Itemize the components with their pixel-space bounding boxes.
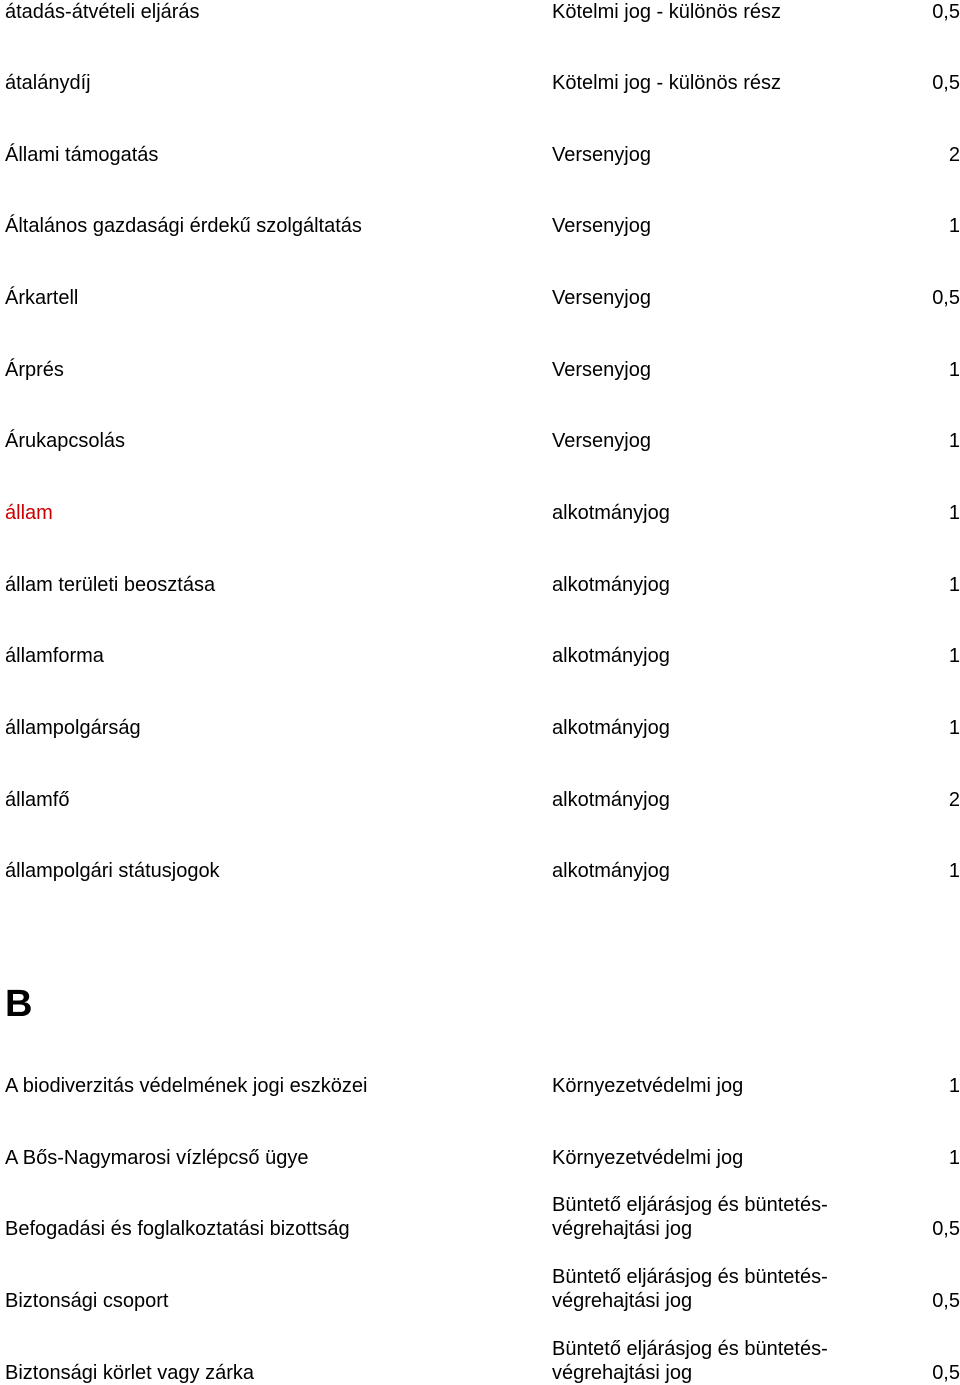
term-text: Árukapcsolás	[5, 430, 126, 452]
weight-text: 1	[948, 359, 960, 381]
weight-text: 0,5	[932, 287, 960, 309]
section-heading: B	[5, 983, 33, 1025]
weight-text: 1	[948, 1075, 960, 1097]
weight-text: 0,5	[932, 1362, 960, 1384]
area-text: Büntető eljárásjog és büntetés-végrehajtási jog	[552, 1338, 828, 1384]
term-text: átalánydíj	[5, 72, 91, 94]
table-row	[0, 1122, 960, 1170]
table-row	[0, 1265, 960, 1313]
weight-text: 1	[948, 430, 960, 452]
table-row	[0, 620, 960, 668]
term-text: államforma	[5, 645, 104, 667]
area-text: alkotmányjog	[552, 574, 670, 596]
term-text-highlighted: állam	[5, 502, 53, 524]
term-text: Biztonsági csoport	[5, 1290, 169, 1312]
weight-text: 0,5	[932, 1218, 960, 1240]
weight-text: 0,5	[932, 72, 960, 94]
area-text: Környezetvédelmi jog	[552, 1075, 744, 1097]
table-row	[0, 0, 960, 24]
term-text: A Bős-Nagymarosi vízlépcső ügye	[5, 1147, 309, 1169]
area-text: Kötelmi jog - különös rész	[552, 1, 781, 23]
weight-text: 0,5	[932, 1290, 960, 1312]
term-text: Biztonsági körlet vagy zárka	[5, 1362, 255, 1384]
term-text: állampolgárság	[5, 717, 141, 739]
area-text: Versenyjog	[552, 215, 651, 237]
table-row	[0, 1337, 960, 1385]
table-row	[0, 1050, 960, 1098]
weight-text: 2	[948, 144, 960, 166]
weight-text: 1	[948, 215, 960, 237]
term-text: Befogadási és foglalkoztatási bizottság	[5, 1218, 350, 1240]
area-text: alkotmányjog	[552, 717, 670, 739]
term-text: átadás-átvételi eljárás	[5, 1, 200, 23]
area-text: Versenyjog	[552, 144, 651, 166]
table-row	[0, 477, 960, 525]
weight-text: 1	[948, 645, 960, 667]
area-text: Versenyjog	[552, 359, 651, 381]
table-row	[0, 764, 960, 812]
table-row	[0, 47, 960, 95]
area-text: alkotmányjog	[552, 502, 670, 524]
table-row	[0, 692, 960, 740]
term-text: állampolgári státusjogok	[5, 860, 220, 882]
weight-text: 1	[948, 717, 960, 739]
area-text: Versenyjog	[552, 287, 651, 309]
table-row	[0, 119, 960, 167]
area-text: alkotmányjog	[552, 860, 670, 882]
weight-text: 0,5	[932, 1, 960, 23]
area-text: Környezetvédelmi jog	[552, 1147, 744, 1169]
area-text: Kötelmi jog - különös rész	[552, 72, 781, 94]
table-row	[0, 334, 960, 382]
area-text: Büntető eljárásjog és büntetés-végrehajtási jog	[552, 1194, 828, 1240]
term-text: állam területi beosztása	[5, 574, 216, 596]
term-text: A biodiverzitás védelmének jogi eszközei	[5, 1075, 368, 1097]
term-text: Állami támogatás	[5, 144, 159, 166]
weight-text: 2	[948, 789, 960, 811]
area-text: Büntető eljárásjog és büntetés-végrehajtási jog	[552, 1266, 828, 1312]
weight-text: 1	[948, 502, 960, 524]
table-row	[0, 262, 960, 310]
term-text: Árkartell	[5, 287, 79, 309]
table-row	[0, 549, 960, 597]
weight-text: 1	[948, 574, 960, 596]
table-row	[0, 835, 960, 883]
term-text: Árprés	[5, 359, 64, 381]
table-row	[0, 405, 960, 453]
weight-text: 1	[948, 1147, 960, 1169]
term-text: államfő	[5, 789, 70, 811]
table-row	[0, 190, 960, 238]
term-text: Általános gazdasági érdekű szolgáltatás	[5, 215, 362, 237]
table-row	[0, 1193, 960, 1241]
weight-text: 1	[948, 860, 960, 882]
area-text: alkotmányjog	[552, 645, 670, 667]
area-text: alkotmányjog	[552, 789, 670, 811]
area-text: Versenyjog	[552, 430, 651, 452]
